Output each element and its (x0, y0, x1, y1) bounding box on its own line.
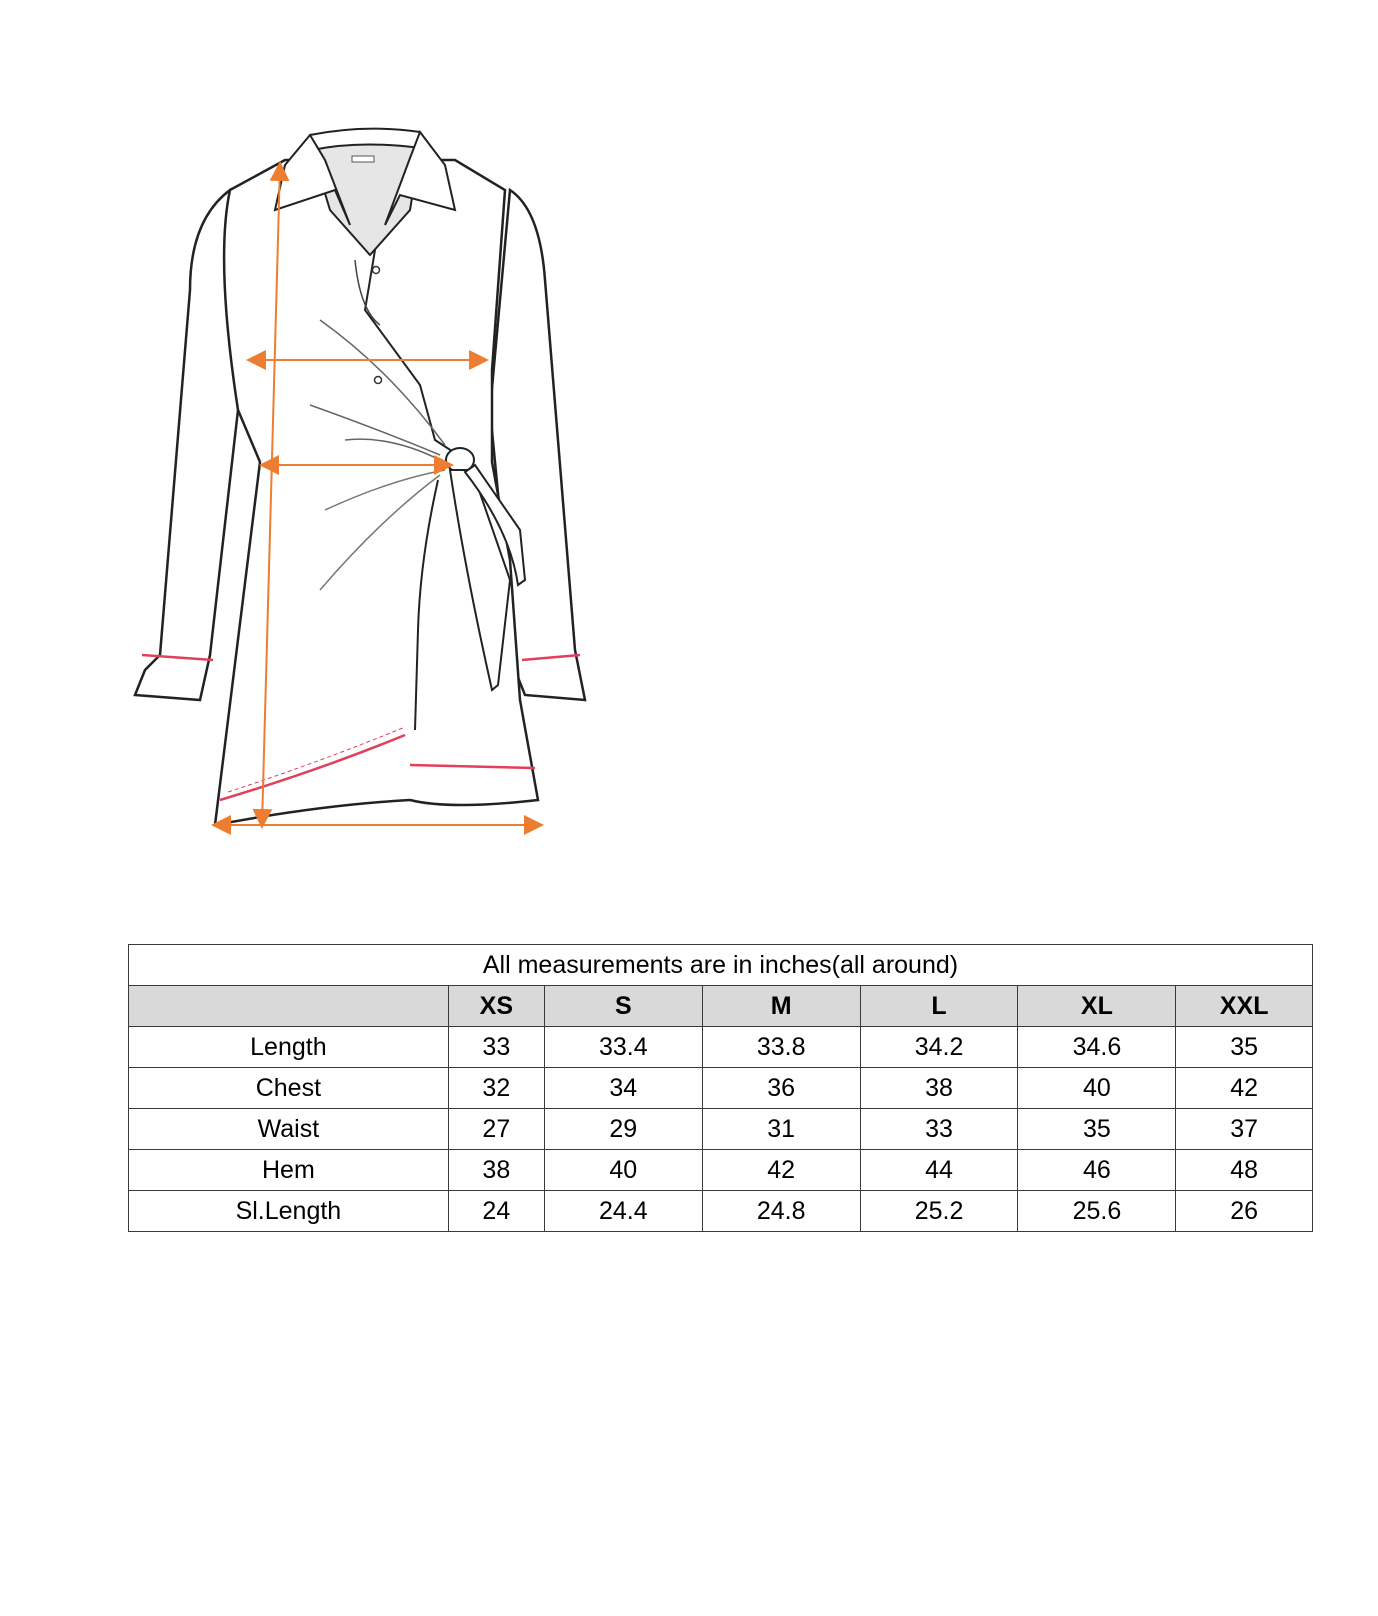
table-cell: 24.4 (544, 1191, 702, 1232)
size-header-m: M (702, 986, 860, 1027)
button-1 (373, 267, 380, 274)
table-cell: 25.6 (1018, 1191, 1176, 1232)
table-cell: 40 (544, 1150, 702, 1191)
table-cell: 35 (1176, 1027, 1313, 1068)
table-cell: 33.8 (702, 1027, 860, 1068)
table-cell: 42 (702, 1150, 860, 1191)
table-cell: 46 (1018, 1150, 1176, 1191)
table-cell: 37 (1176, 1109, 1313, 1150)
table-cell: 27 (448, 1109, 544, 1150)
table-cell: 36 (702, 1068, 860, 1109)
table-cell: 26 (1176, 1191, 1313, 1232)
row-label-waist: Waist (129, 1109, 449, 1150)
row-label-hem: Hem (129, 1150, 449, 1191)
table-cell: 24.8 (702, 1191, 860, 1232)
table-cell: 31 (702, 1109, 860, 1150)
corner-cell (129, 986, 449, 1027)
size-header-xl: XL (1018, 986, 1176, 1027)
table-cell: 34.2 (860, 1027, 1018, 1068)
table-cell: 33 (860, 1109, 1018, 1150)
row-label-length: Length (129, 1027, 449, 1068)
table-cell: 42 (1176, 1068, 1313, 1109)
table-cell: 32 (448, 1068, 544, 1109)
table-row (129, 1191, 1313, 1232)
table-cell: 25.2 (860, 1191, 1018, 1232)
neck-label (352, 156, 374, 162)
table-row (129, 1027, 1313, 1068)
table-cell: 40 (1018, 1068, 1176, 1109)
table-cell: 33 (448, 1027, 544, 1068)
row-label-chest: Chest (129, 1068, 449, 1109)
table-cell: 35 (1018, 1109, 1176, 1150)
table-row (129, 1150, 1313, 1191)
table-cell: 38 (860, 1068, 1018, 1109)
left-sleeve (135, 190, 238, 700)
table-cell: 29 (544, 1109, 702, 1150)
table-cell: 38 (448, 1150, 544, 1191)
table-cell: 24 (448, 1191, 544, 1232)
table-row (129, 1109, 1313, 1150)
size-header-l: L (860, 986, 1018, 1027)
table-cell: 34 (544, 1068, 702, 1109)
caption-row (129, 945, 1313, 986)
button-2 (375, 377, 382, 384)
size-chart-table (128, 944, 1313, 1232)
size-header-s: S (544, 986, 702, 1027)
table-cell: 33.4 (544, 1027, 702, 1068)
size-header-xs: XS (448, 986, 544, 1027)
garment-sketch (120, 110, 640, 870)
size-header-row (129, 986, 1313, 1027)
table-caption: All measurements are in inches(all around) (129, 945, 1313, 986)
table-cell: 44 (860, 1150, 1018, 1191)
size-header-xxl: XXL (1176, 986, 1313, 1027)
row-label-sleeve-length: Sl.Length (129, 1191, 449, 1232)
table-cell: 34.6 (1018, 1027, 1176, 1068)
table-cell: 48 (1176, 1150, 1313, 1191)
table-row (129, 1068, 1313, 1109)
